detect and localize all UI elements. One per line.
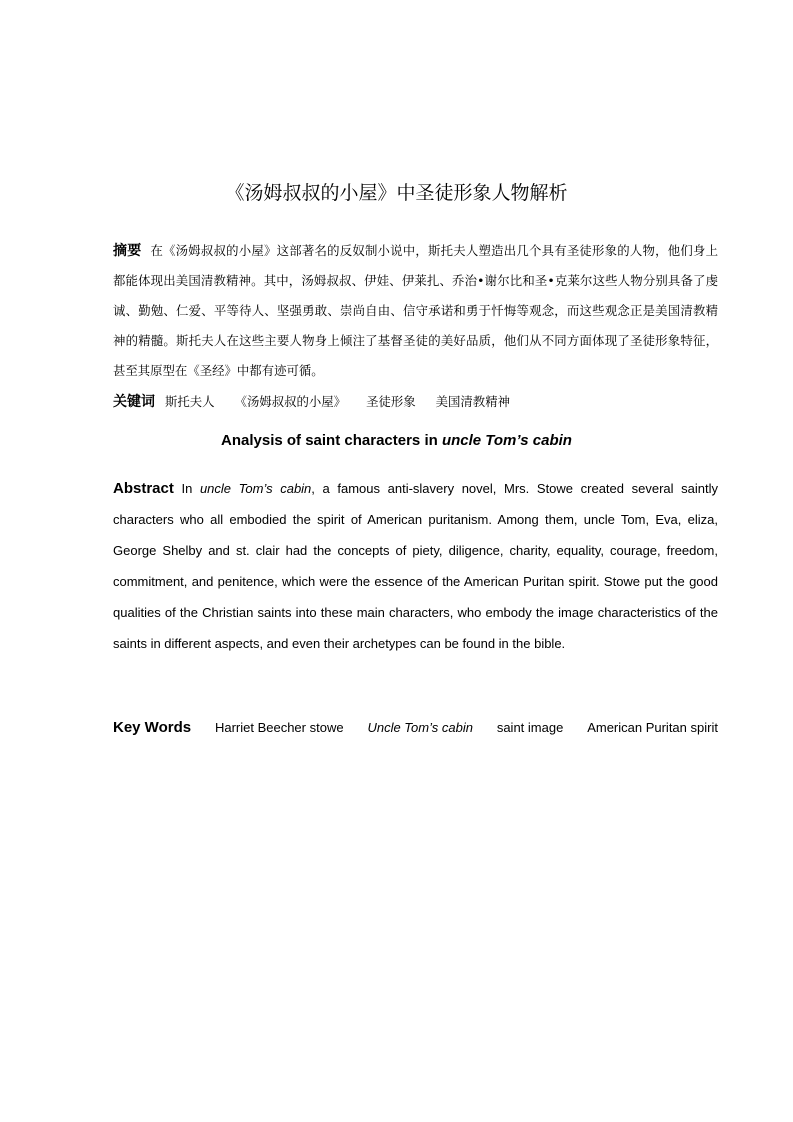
chinese-title: 《汤姆叔叔的小屋》中圣徒形象人物解析 — [225, 182, 568, 204]
chinese-keyword: 圣徒形象 — [366, 394, 416, 409]
chinese-keyword: 《汤姆叔叔的小屋》 — [234, 394, 347, 409]
english-keyword: American Puritan spirit — [587, 720, 718, 735]
chinese-abstract — [113, 236, 718, 386]
english-keyword: Harriet Beecher stowe — [214, 720, 344, 735]
chinese-keyword: 斯托夫人 — [165, 394, 215, 409]
english-keyword: Uncle Tom’s cabin — [367, 720, 473, 735]
english-abstract-text: , a famous anti-slavery novel, Mrs. Stowe created several saintly characters who all embodied the spirit of American puritanism. Among them, uncle Tom, Eva, eliza, George Shelby and st. clair had the concepts of piety, diligence, charity, equality, courage, freedom, commitment, and penitence, which were the essence of the American Puritan spirit. Stowe put the good qualities of the Christian saints into these main characters, who embody the image characteristics of the saints in different aspects, and even their archetypes can be found in the bible. — [113, 481, 718, 651]
english-keywords-label: Key Words — [113, 719, 192, 736]
chinese-keywords — [113, 390, 718, 414]
english-keywords — [113, 715, 718, 741]
english-keyword: saint image — [496, 720, 564, 735]
english-abstract — [113, 473, 718, 659]
english-title-prefix: Analysis of saint characters in — [221, 432, 442, 449]
chinese-abstract-label: 摘要 — [113, 243, 142, 259]
english-title-italic: uncle Tom’s cabin — [441, 432, 572, 449]
chinese-keyword: 美国清教精神 — [435, 394, 510, 409]
english-abstract-label: Abstract — [113, 480, 174, 497]
chinese-keywords-label: 关键词 — [113, 394, 155, 410]
chinese-abstract-text: 在《汤姆叔叔的小屋》这部著名的反奴制小说中，斯托夫人塑造出几个具有圣徒形象的人物，他们身上都能体现出美国清教精神。其中，汤姆叔叔、伊娃、伊莱扎、乔治•谢尔比和圣•克莱尔这些人物分别具备了虔诚、勤勉、仁爱、平等待人、坚强勇敢、崇尚自由、信守承诺和勇于忏悔等观念，而这些观念正是美国清教精神的精髓。斯托夫人在这些主要人物身上倾注了基督圣徒的美好品质，他们从不同方面体现了圣徒形象特征，甚至其原型在《圣经》中都有迹可循。 — [113, 243, 718, 378]
english-title — [0, 429, 793, 453]
english-abstract-italic: uncle Tom’s cabin — [199, 481, 312, 496]
english-abstract-intro: In — [173, 481, 200, 496]
